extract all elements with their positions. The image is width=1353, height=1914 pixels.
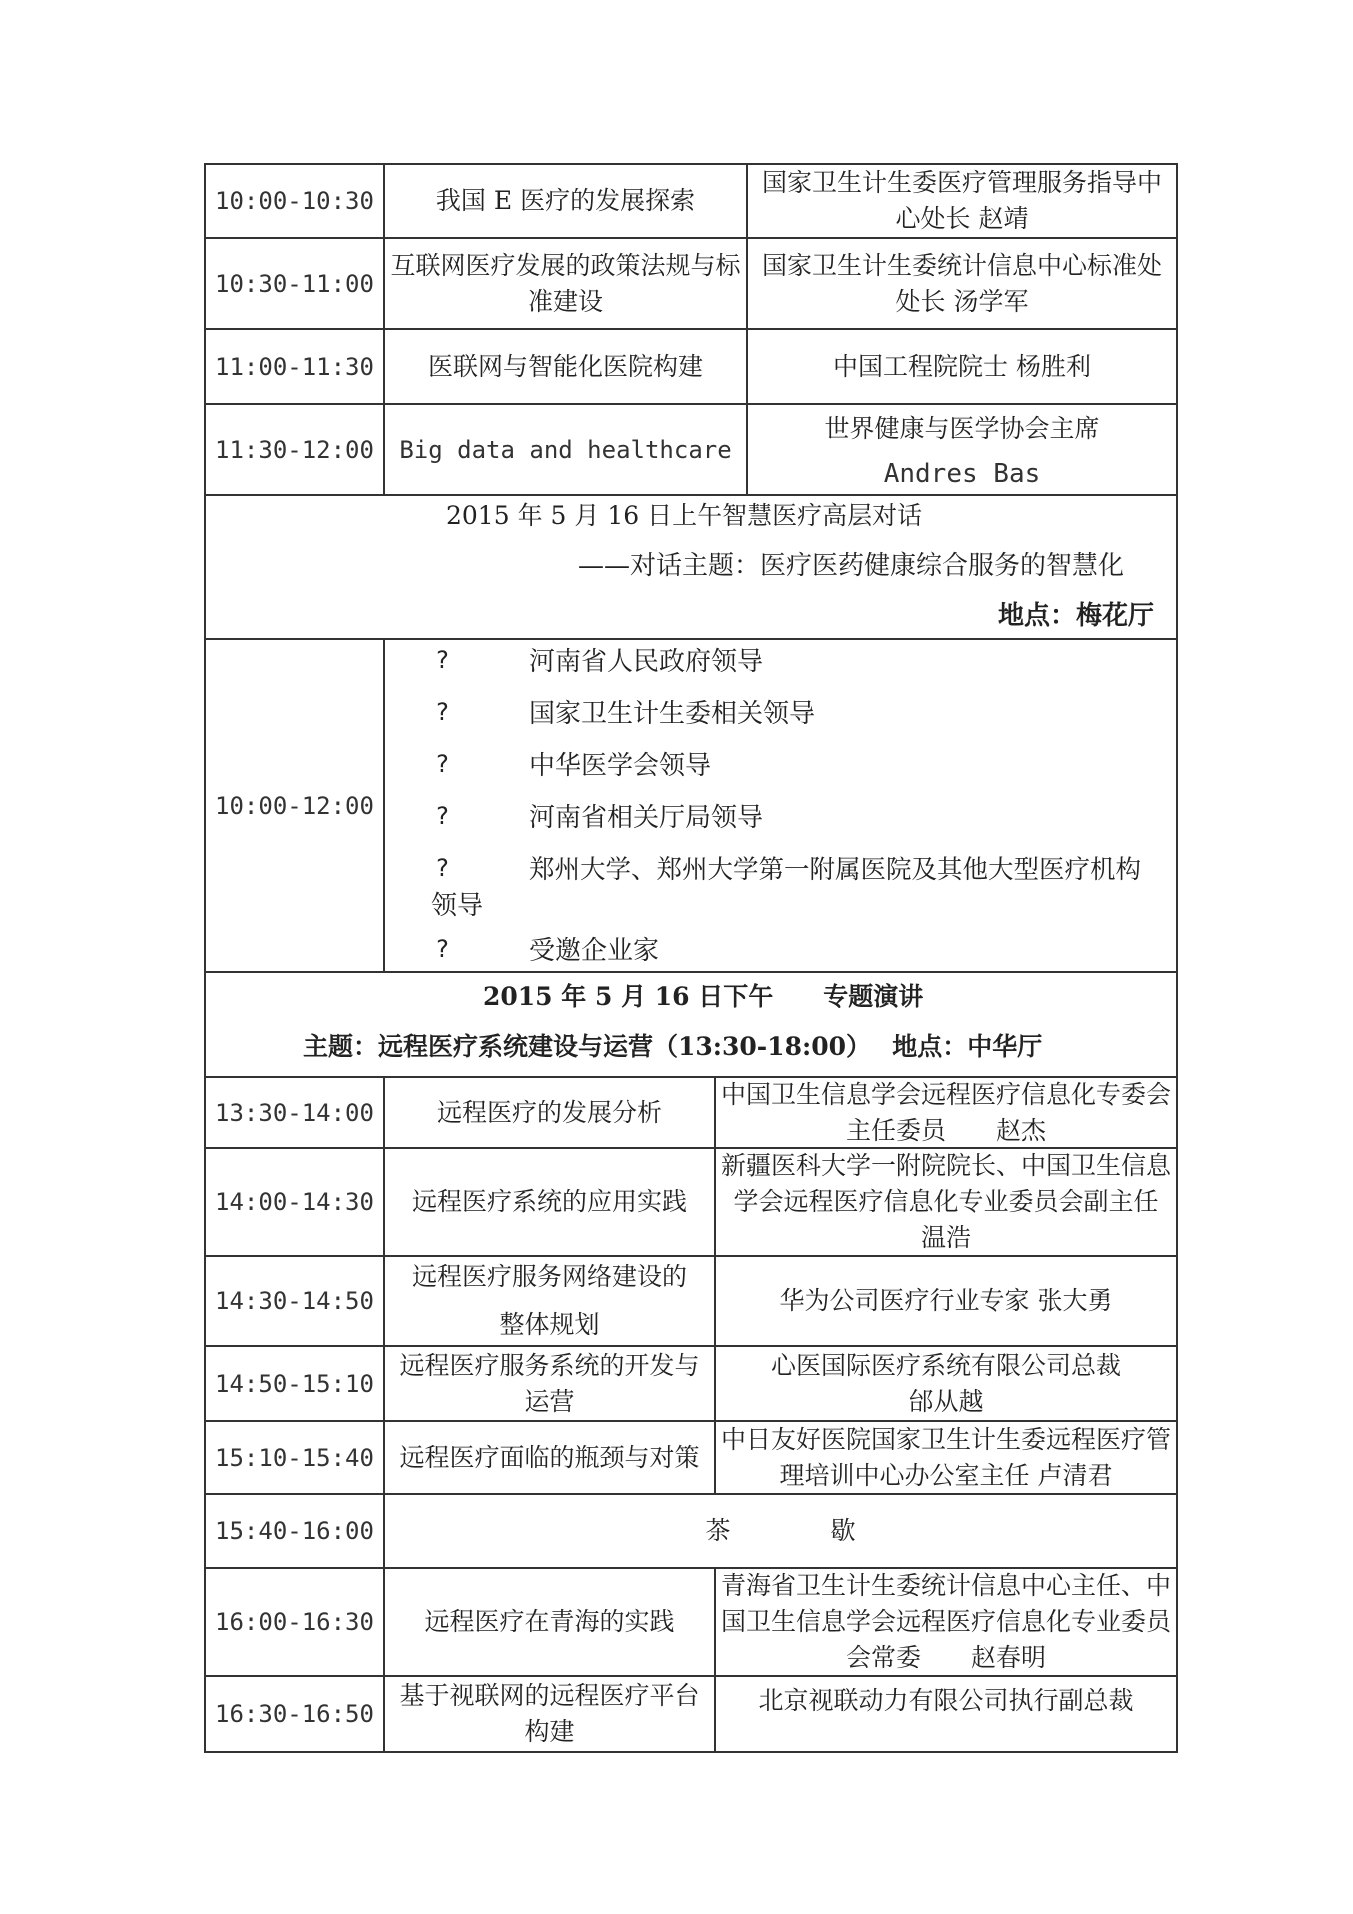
list-item: 国家卫生计生委相关领导	[529, 699, 816, 729]
afternoon-header	[204, 971, 1178, 1078]
speaker-cell: 国家卫生计生委统计信息中心标准处处长 汤学军	[746, 237, 1178, 330]
topic-line: 整体规划	[499, 1310, 600, 1339]
speaker-cell	[746, 403, 1178, 496]
dialogue-header	[204, 494, 1178, 640]
topic-cell: 远程医疗面临的瓶颈与对策	[383, 1420, 716, 1495]
speaker-cell: 国家卫生计生委医疗管理服务指导中心处长 赵靖	[746, 163, 1178, 239]
topic-cell: 远程医疗服务系统的开发与运营	[383, 1345, 716, 1422]
topic-cell: 远程医疗的发展分析	[383, 1076, 716, 1149]
speaker-cell: 中国工程院院士 杨胜利	[746, 328, 1178, 405]
speaker-cell: 新疆医科大学一附院院长、中国卫生信息学会远程医疗信息化专业委员会副主任 温浩	[714, 1147, 1178, 1257]
time-cell: 14:50-15:10	[204, 1345, 385, 1422]
dialogue-location: 地点：梅花厅	[997, 601, 1154, 631]
list-item-continued: 领导	[431, 891, 484, 921]
topic-cell: 远程医疗在青海的实践	[383, 1567, 716, 1677]
topic-line: 远程医疗服务网络建设的	[411, 1262, 687, 1291]
time-cell: 15:40-16:00	[204, 1493, 385, 1569]
speaker-cell: 华为公司医疗行业专家 张大勇	[714, 1255, 1178, 1347]
bullet-icon: ?	[435, 698, 450, 726]
topic-cell: 互联网医疗发展的政策法规与标准建设	[383, 237, 748, 330]
list-item: 郑州大学、郑州大学第一附属医院及其他大型医疗机构	[529, 855, 1142, 885]
speaker-cell: 中国卫生信息学会远程医疗信息化专委会主任委员 赵杰	[714, 1076, 1178, 1149]
afternoon-title: 2015 年 5 月 16 日下午 专题演讲	[483, 982, 924, 1011]
time-cell: 14:00-14:30	[204, 1147, 385, 1257]
time-cell: 16:00-16:30	[204, 1567, 385, 1677]
participants-cell	[383, 638, 1178, 973]
topic-cell: 基于视联网的远程医疗平台构建	[383, 1675, 716, 1753]
bullet-icon: ?	[435, 646, 450, 674]
bullet-icon: ?	[435, 854, 450, 882]
topic-cell: 远程医疗系统的应用实践	[383, 1147, 716, 1257]
list-item: 河南省相关厅局领导	[529, 803, 764, 833]
time-cell: 11:00-11:30	[204, 328, 385, 405]
time-cell: 10:00-12:00	[204, 638, 385, 973]
speaker-cell: 中日友好医院国家卫生计生委远程医疗管理培训中心办公室主任 卢清君	[714, 1420, 1178, 1495]
dialogue-title: 2015 年 5 月 16 日上午智慧医疗高层对话	[446, 501, 923, 530]
time-cell: 11:30-12:00	[204, 403, 385, 496]
tea-break-cell: 茶 歇	[383, 1493, 1178, 1569]
time-cell: 14:30-14:50	[204, 1255, 385, 1347]
list-item: 河南省人民政府领导	[529, 647, 764, 677]
afternoon-subtitle: 主题：远程医疗系统建设与运营（13:30-18:00） 地点：中华厅	[303, 1032, 1043, 1061]
topic-cell: 我国 E 医疗的发展探索	[383, 163, 748, 239]
speaker-cell: 青海省卫生计生委统计信息中心主任、中国卫生信息学会远程医疗信息化专业委员会常委 赵春明	[714, 1567, 1178, 1677]
topic-cell	[383, 1255, 716, 1347]
time-cell: 10:30-11:00	[204, 237, 385, 330]
list-item: 受邀企业家	[529, 936, 660, 966]
speaker-line: 世界健康与医学协会主席	[824, 414, 1100, 443]
time-cell: 13:30-14:00	[204, 1076, 385, 1149]
dialogue-theme: ——对话主题：医疗医药健康综合服务的智慧化	[578, 551, 1125, 581]
time-cell: 10:00-10:30	[204, 163, 385, 239]
speaker-line: Andres Bas	[883, 459, 1041, 489]
bullet-icon: ?	[435, 750, 450, 778]
speaker-cell: 心医国际医疗系统有限公司总裁邰从越	[714, 1345, 1178, 1422]
topic-cell: Big data and healthcare	[383, 403, 748, 496]
topic-cell: 医联网与智能化医院构建	[383, 328, 748, 405]
speaker-cell: 北京视联动力有限公司执行副总裁	[714, 1675, 1178, 1753]
time-cell: 16:30-16:50	[204, 1675, 385, 1753]
list-item: 中华医学会领导	[529, 751, 712, 781]
bullet-icon: ?	[435, 935, 450, 963]
time-cell: 15:10-15:40	[204, 1420, 385, 1495]
bullet-icon: ?	[435, 802, 450, 830]
